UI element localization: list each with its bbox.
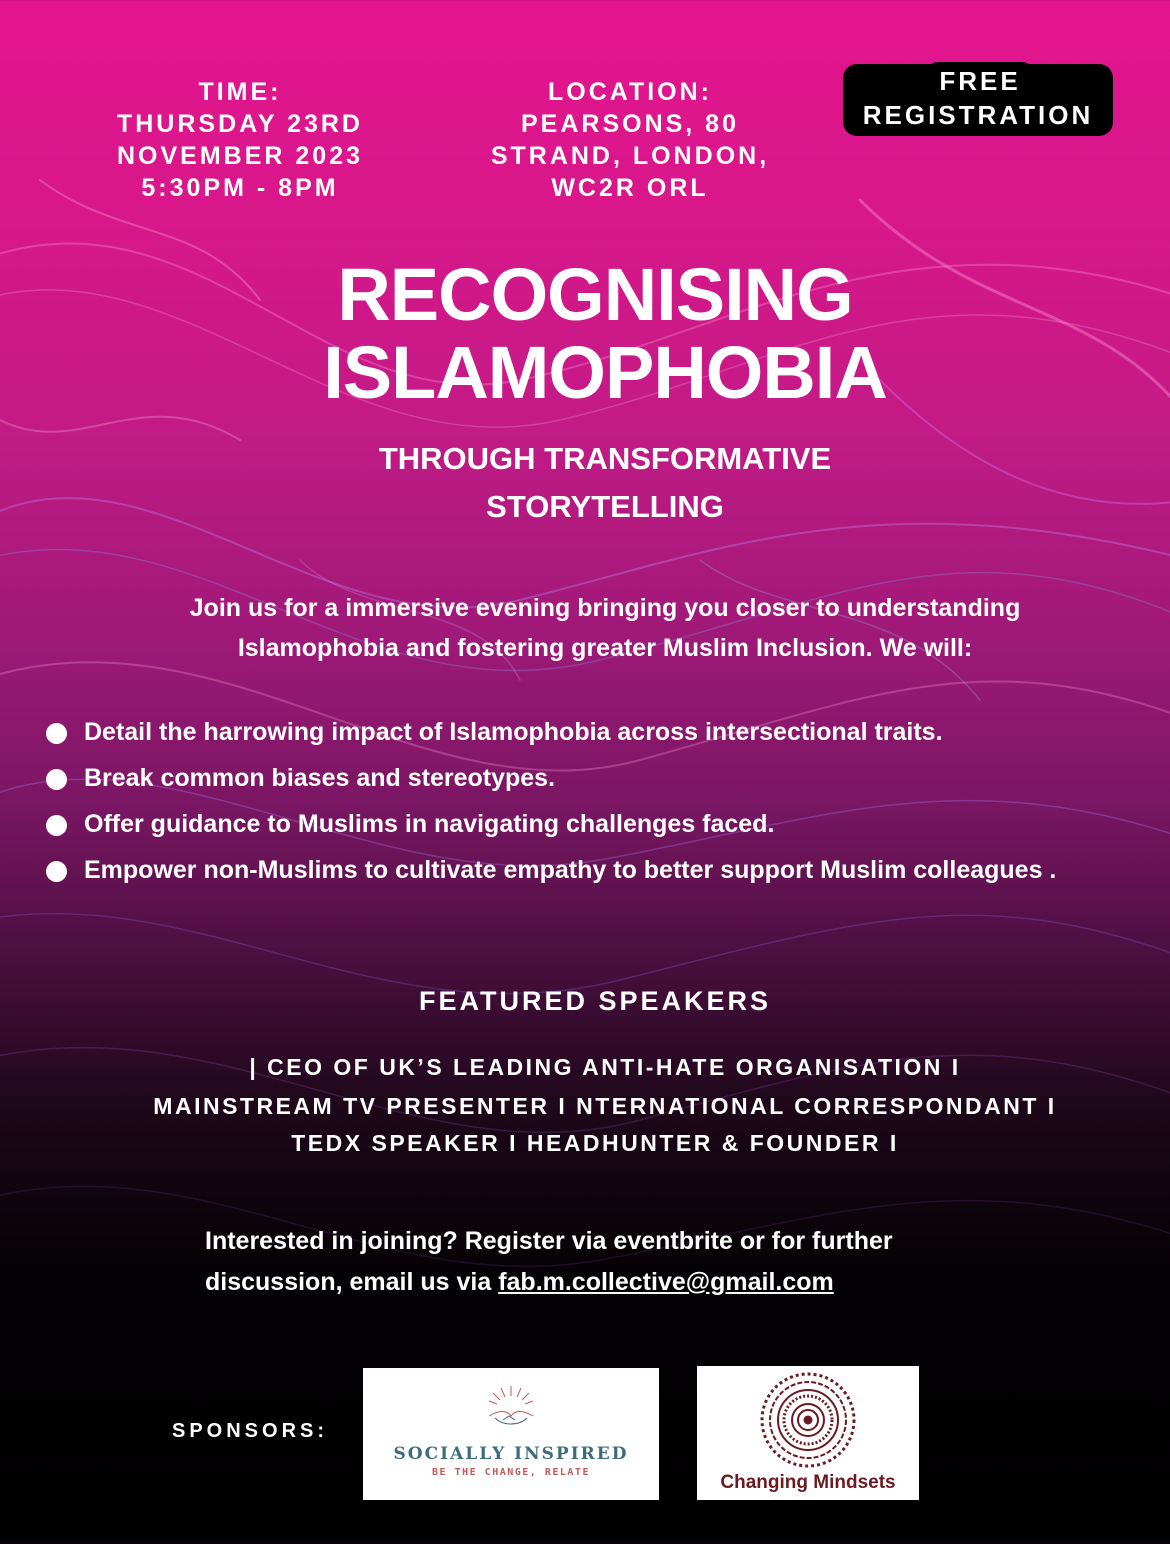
location-line-3: WC2R ORL — [551, 174, 709, 202]
registration-line-2: REGISTRATION — [862, 100, 1094, 130]
handshake-icon — [481, 1382, 541, 1440]
list-item — [42, 712, 1132, 752]
location-label: LOCATION: — [547, 78, 712, 106]
speaker-line-2: MAINSTREAM TV PRESENTER I NTERNATIONAL CORRESPONDANT I — [153, 1093, 1057, 1119]
contact-email-link[interactable]: fab.m.collective@gmail.com — [498, 1268, 834, 1296]
list-item-text: Detail the harrowing impact of Islamophobia across intersectional traits. — [84, 718, 943, 746]
bullet-dot-icon — [46, 769, 67, 790]
speaker-line-3: TEDX SPEAKER I HEADHUNTER & FOUNDER I — [291, 1130, 899, 1156]
time-day: THURSDAY 23RD — [116, 110, 363, 138]
title-line-1: RECOGNISING — [337, 253, 853, 336]
cta-line-2 — [205, 1261, 1085, 1303]
bullet-dot-icon — [46, 861, 67, 882]
location-line-2: STRAND, LONDON, — [490, 142, 770, 170]
subtitle-line-2: STORYTELLING — [486, 489, 724, 524]
speaker-line-1: | CEO OF UK’S LEADING ANTI-HATE ORGANISATION I — [249, 1054, 961, 1080]
event-time — [90, 76, 390, 204]
time-label: TIME: — [198, 78, 282, 106]
bullet-dot-icon — [46, 815, 67, 836]
list-item — [42, 804, 1132, 844]
subtitle-line-1: THROUGH TRANSFORMATIVE — [378, 441, 832, 476]
location-line-1: PEARSONS, 80 — [520, 110, 739, 138]
socially-inspired-tagline: BE THE CHANGE, RELATE — [432, 1467, 590, 1478]
intro-line-2: Islamophobia and fostering greater Muslim Inclusion. We will: — [237, 634, 973, 662]
cta-line-2-prefix: discussion, email us via — [205, 1268, 499, 1296]
event-location — [470, 76, 790, 204]
list-item — [42, 758, 1132, 798]
changing-mindsets-name: Changing Mindsets — [720, 1472, 896, 1493]
time-date: NOVEMBER 2023 — [116, 142, 364, 170]
agenda-list — [42, 712, 1132, 896]
sponsors-label: SPONSORS: — [172, 1420, 329, 1442]
intro-line-1: Join us for a immersive evening bringing you closer to understanding — [189, 594, 1021, 622]
time-hours: 5:30PM - 8PM — [141, 174, 339, 202]
list-item-text: Empower non-Muslims to cultivate empathy to better support Muslim colleagues . — [84, 856, 1057, 884]
bullet-dot-icon — [46, 723, 67, 744]
sponsor-changing-mindsets[interactable] — [697, 1366, 919, 1500]
title-line-2: ISLAMOPHOBIA — [323, 331, 887, 414]
sponsor-socially-inspired[interactable] — [363, 1368, 659, 1500]
featured-speakers-heading: FEATURED SPEAKERS — [418, 986, 772, 1016]
list-item-text: Offer guidance to Muslims in navigating challenges faced. — [84, 810, 775, 838]
socially-inspired-name: SOCIALLY INSPIRED — [393, 1444, 629, 1464]
cta-line-1: Interested in joining? Register via eventbrite or for further — [205, 1227, 893, 1255]
registration-line-1: FREE — [939, 66, 1021, 96]
mandala-icon — [758, 1370, 858, 1470]
list-item-text: Break common biases and stereotypes. — [84, 764, 556, 792]
list-item — [42, 850, 1094, 890]
